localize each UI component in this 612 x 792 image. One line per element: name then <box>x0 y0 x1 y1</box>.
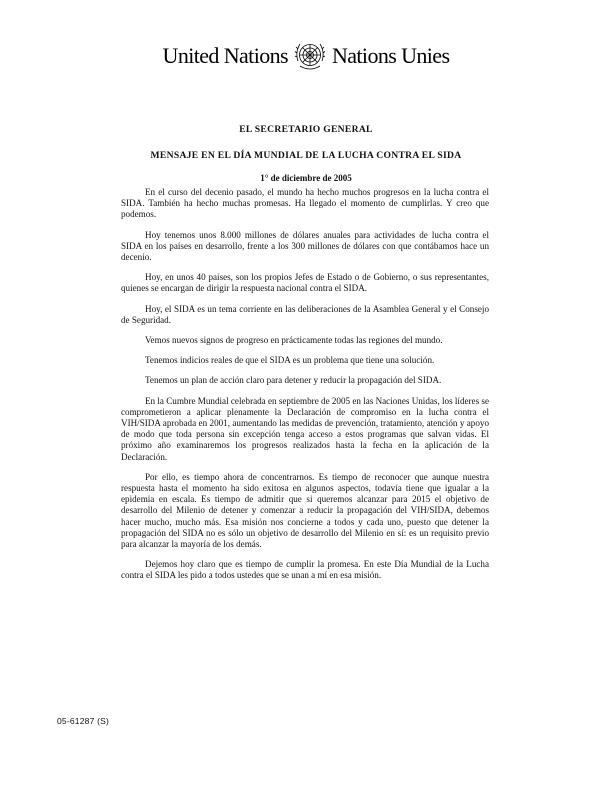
paragraph: Hoy, el SIDA es un tema corriente en las deliberaciones de la Asamblea General y el Consejo de Seguridad. <box>121 303 489 325</box>
letterhead-english: United Nations <box>162 43 288 68</box>
paragraph: En la Cumbre Mundial celebrada en septiembre de 2005 en las Naciones Unidas, los líderes se comprometieron a aplicar plenamente la Declaración de compromiso en la lucha contra el VIH/SIDA aprobada en 2001, aumentando las medidas de prevención, tratamiento, atención y apoyo de modo que toda persona sin excepción tenga acceso a estos programas que salvan vidas. El próximo año examinaremos los progresos realizados hasta la fecha en la aplicación de la Declaración. <box>121 395 489 462</box>
paragraph: Tenemos indicios reales de que el SIDA es un problema que tiene una solución. <box>145 355 435 366</box>
letterhead <box>0 36 612 76</box>
document-number: 05-61287 (S) <box>57 716 110 726</box>
paragraph: Vemos nuevos signos de progreso en prácticamente todas las regiones del mundo. <box>145 335 443 346</box>
message-date: 1° de diciembre de 2005 <box>260 173 352 183</box>
paragraph: Por ello, es tiempo ahora de concentrarnos. Es tiempo de reconocer que aunque nuestra respuesta hasta el momento ha sido exitosa en algunos aspectos, todavía tiene que igualar a la epidemia en escala. Es tiempo de admitir que si queremos alcanzar para 2015 el objetivo de desarrollo del Milenio de detener y comenzar a reducir la propagación del VIH/SIDA, debemos hacer mucho, mucho más. Esa misión nos concierne a todos y cada uno, puesto que detener la propagación del SIDA no es sólo un objetivo de desarrollo del Milenio en sí: es un requisito previo para alcanzar la mayoría de los demás. <box>121 471 489 550</box>
message-title: MENSAJE EN EL DÍA MUNDIAL DE LA LUCHA CONTRA EL SIDA <box>150 150 462 161</box>
message-body <box>121 187 489 591</box>
paragraph: Hoy tenemos unos 8.000 millones de dólares anuales para actividades de lucha contra el SIDA en los países en desarrollo, frente a los 300 millones de dólares con que contábamos hace un decenio. <box>121 229 489 263</box>
paragraph: Dejemos hoy claro que es tiempo de cumplir la promesa. En este Día Mundial de la Lucha contra el SIDA les pido a todos ustedes que se unan a mí en esa misión. <box>121 559 489 581</box>
paragraph: Tenemos un plan de acción claro para detener y reducir la propagación del SIDA. <box>145 375 442 386</box>
paragraph: En el curso del decenio pasado, el mundo ha hecho muchos progresos en la lucha contra el SIDA. También ha hecho muchas promesas. Ha llegado el momento de cumplirlas. Y creo que podemos. <box>121 187 489 220</box>
un-emblem-icon <box>292 38 328 74</box>
letterhead-french: Nations Unies <box>331 43 450 68</box>
paragraph: Hoy, en unos 40 países, son los propios Jefes de Estado o de Gobierno, o sus representantes, quienes se encargan de dirigir la respuesta nacional contra el SIDA. <box>121 272 489 294</box>
office-heading: EL SECRETARIO GENERAL <box>239 124 373 135</box>
